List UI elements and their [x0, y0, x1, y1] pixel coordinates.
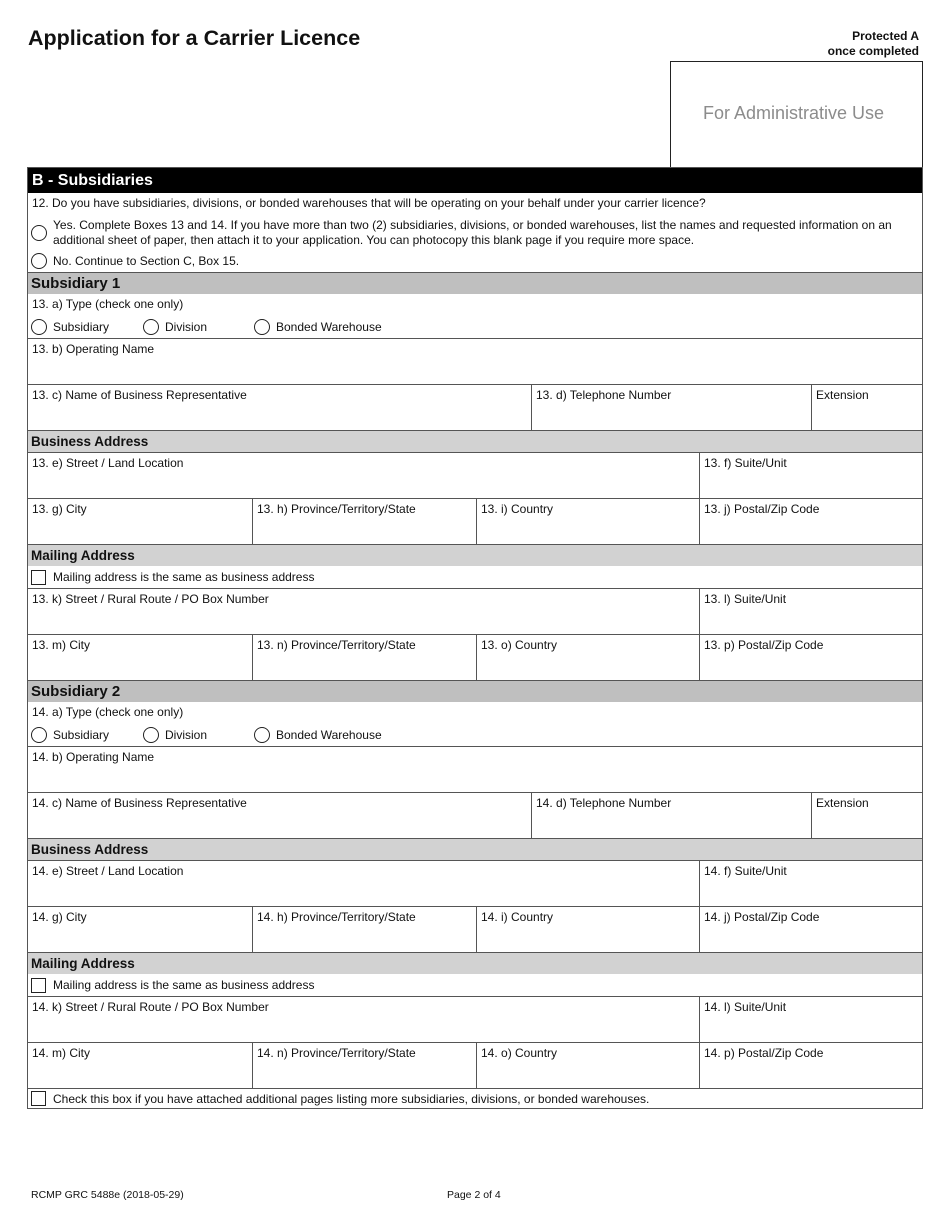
- sub1-opt-division[interactable]: [143, 319, 254, 335]
- sub1-country-label: 13. i) Country: [481, 502, 554, 516]
- sub2-extension-label: Extension: [816, 796, 869, 810]
- sub2-division-label: Division: [165, 728, 208, 742]
- sub1-same-address-option[interactable]: [28, 566, 922, 588]
- sub2-postal-label: 14. j) Postal/Zip Code: [704, 910, 820, 924]
- sub1-mailing-street-field[interactable]: [28, 589, 699, 634]
- sub1-mailing-postal-label: 13. p) Postal/Zip Code: [704, 638, 824, 652]
- sub2-opt-division[interactable]: [143, 727, 254, 743]
- sub2-operating-name-field[interactable]: [28, 747, 922, 792]
- sub1-mailing-suite-label: 13. l) Suite/Unit: [704, 592, 787, 606]
- sub2-mailing-street-label: 14. k) Street / Rural Route / PO Box Number: [32, 1000, 269, 1014]
- sub1-type-options: [28, 316, 922, 338]
- sub2-postal-field[interactable]: [699, 907, 922, 952]
- attach-pages-option[interactable]: [28, 1088, 922, 1108]
- sub1-mailing-province-label: 13. n) Province/Territory/State: [257, 638, 416, 652]
- sub1-extension-field[interactable]: [811, 385, 922, 430]
- sub2-telephone-label: 14. d) Telephone Number: [536, 796, 672, 810]
- sub2-same-address-label: Mailing address is the same as business address: [53, 978, 315, 992]
- q12-yes-option[interactable]: [28, 215, 922, 250]
- sub2-mailing-suite-label: 14. l) Suite/Unit: [704, 1000, 787, 1014]
- sub1-mailing-city-label: 13. m) City: [32, 638, 91, 652]
- admin-use-label: For Administrative Use: [703, 103, 885, 123]
- q12-no-label: No. Continue to Section C, Box 15.: [53, 254, 240, 268]
- sub2-rep-name-label: 14. c) Name of Business Representative: [32, 796, 247, 810]
- sub2-suite-label: 14. f) Suite/Unit: [704, 864, 787, 878]
- sub2-mailing-province-label: 14. n) Province/Territory/State: [257, 1046, 416, 1060]
- protected-line-2: once completed: [827, 43, 919, 58]
- sub2-business-address-header: Business Address: [28, 838, 922, 860]
- sub1-postal-field[interactable]: [699, 499, 922, 544]
- sub2-country-label: 14. i) Country: [481, 910, 554, 924]
- page-number: Page 2 of 4: [447, 1189, 501, 1201]
- sub2-same-address-checkbox[interactable]: [31, 978, 46, 993]
- sub2-type-label: 14. a) Type (check one only): [32, 705, 184, 719]
- sub2-suite-field[interactable]: [699, 861, 922, 906]
- sub2-province-field[interactable]: [252, 907, 476, 952]
- sub2-same-address-option[interactable]: [28, 974, 922, 996]
- sub2-province-label: 14. h) Province/Territory/State: [257, 910, 416, 924]
- sub2-city-label: 14. g) City: [32, 910, 87, 924]
- sub1-mailing-province-field[interactable]: [252, 635, 476, 680]
- sub1-postal-label: 13. j) Postal/Zip Code: [704, 502, 820, 516]
- sub1-mailing-country-field[interactable]: [476, 635, 699, 680]
- q12-yes-label: Yes. Complete Boxes 13 and 14. If you have more than two (2) subsidiaries, divisions, or bonded warehouses, list the names and requested information on an additional sheet of paper, then attach it to your application. You can photocopy this blank page if you require more space.: [53, 218, 892, 247]
- sub1-suite-field[interactable]: [699, 453, 922, 498]
- sub1-same-address-label: Mailing address is the same as business address: [53, 570, 315, 584]
- sub2-subsidiary-label: Subsidiary: [53, 728, 110, 742]
- sub1-street-field[interactable]: [28, 453, 699, 498]
- sub2-mailing-province-field[interactable]: [252, 1043, 476, 1088]
- sub2-rep-name-field[interactable]: [28, 793, 531, 838]
- sub1-subsidiary-radio[interactable]: [31, 319, 47, 335]
- attach-pages-checkbox[interactable]: [31, 1091, 46, 1106]
- section-b-form: [27, 167, 923, 1109]
- q12-yes-radio[interactable]: [31, 225, 47, 241]
- sub1-business-address-header: Business Address: [28, 430, 922, 452]
- sub1-telephone-field[interactable]: [531, 385, 811, 430]
- sub1-country-field[interactable]: [476, 499, 699, 544]
- sub2-mailing-postal-label: 14. p) Postal/Zip Code: [704, 1046, 824, 1060]
- sub1-mailing-suite-field[interactable]: [699, 589, 922, 634]
- sub1-province-label: 13. h) Province/Territory/State: [257, 502, 416, 516]
- sub2-country-field[interactable]: [476, 907, 699, 952]
- subsidiary-1-header: Subsidiary 1: [28, 272, 922, 294]
- sub1-suite-label: 13. f) Suite/Unit: [704, 456, 787, 470]
- sub2-mailing-postal-field[interactable]: [699, 1043, 922, 1088]
- sub2-city-field[interactable]: [28, 907, 252, 952]
- sub1-mailing-city-field[interactable]: [28, 635, 252, 680]
- protected-notice: [828, 29, 919, 58]
- sub1-province-field[interactable]: [252, 499, 476, 544]
- sub1-subsidiary-label: Subsidiary: [53, 320, 110, 334]
- sub1-mailing-country-label: 13. o) Country: [481, 638, 558, 652]
- sub1-division-label: Division: [165, 320, 208, 334]
- sub1-division-radio[interactable]: [143, 319, 159, 335]
- question-12: 12. Do you have subsidiaries, divisions, or bonded warehouses that will be operating on your behalf under your carrier licence?: [32, 196, 706, 210]
- sub1-bonded-radio[interactable]: [254, 319, 270, 335]
- sub1-same-address-checkbox[interactable]: [31, 570, 46, 585]
- sub1-operating-name-field[interactable]: [28, 339, 922, 384]
- sub1-mailing-address-header: Mailing Address: [28, 544, 922, 566]
- sub2-division-radio[interactable]: [143, 727, 159, 743]
- sub1-rep-name-label: 13. c) Name of Business Representative: [32, 388, 247, 402]
- admin-use-box: [670, 61, 923, 169]
- sub1-city-field[interactable]: [28, 499, 252, 544]
- subsidiary-2-header: Subsidiary 2: [28, 680, 922, 702]
- sub1-rep-name-field[interactable]: [28, 385, 531, 430]
- sub2-mailing-suite-field[interactable]: [699, 997, 922, 1042]
- sub2-mailing-city-label: 14. m) City: [32, 1046, 91, 1060]
- sub1-opt-bonded[interactable]: [254, 319, 382, 335]
- sub1-city-label: 13. g) City: [32, 502, 87, 516]
- sub2-subsidiary-radio[interactable]: [31, 727, 47, 743]
- sub1-bonded-label: Bonded Warehouse: [276, 320, 382, 334]
- protected-line-1: Protected A: [852, 29, 919, 43]
- sub2-operating-name-label: 14. b) Operating Name: [32, 750, 155, 764]
- sub1-operating-name-label: 13. b) Operating Name: [32, 342, 155, 356]
- form-title: Application for a Carrier Licence: [28, 26, 361, 50]
- sub2-mailing-city-field[interactable]: [28, 1043, 252, 1088]
- q12-no-radio[interactable]: [31, 253, 47, 269]
- sub1-opt-subsidiary[interactable]: [31, 319, 143, 335]
- sub2-street-label: 14. e) Street / Land Location: [32, 864, 184, 878]
- sub1-mailing-street-label: 13. k) Street / Rural Route / PO Box Number: [32, 592, 269, 606]
- attach-pages-label: Check this box if you have attached additional pages listing more subsidiaries, divisions, or bonded warehouses.: [53, 1091, 650, 1106]
- sub2-bonded-label: Bonded Warehouse: [276, 728, 382, 742]
- q12-no-option[interactable]: [28, 250, 922, 272]
- sub2-opt-subsidiary[interactable]: [31, 727, 143, 743]
- form-id: RCMP GRC 5488e (2018-05-29): [31, 1189, 184, 1201]
- sub1-extension-label: Extension: [816, 388, 869, 402]
- sub2-opt-bonded[interactable]: [254, 727, 382, 743]
- sub1-telephone-label: 13. d) Telephone Number: [536, 388, 672, 402]
- sub2-mailing-address-header: Mailing Address: [28, 952, 922, 974]
- section-header: B - Subsidiaries: [28, 168, 922, 193]
- sub1-street-label: 13. e) Street / Land Location: [32, 456, 184, 470]
- sub2-mailing-street-field[interactable]: [28, 997, 699, 1042]
- sub2-telephone-field[interactable]: [531, 793, 811, 838]
- sub2-bonded-radio[interactable]: [254, 727, 270, 743]
- sub1-mailing-postal-field[interactable]: [699, 635, 922, 680]
- sub2-street-field[interactable]: [28, 861, 699, 906]
- sub2-mailing-country-label: 14. o) Country: [481, 1046, 558, 1060]
- sub2-mailing-country-field[interactable]: [476, 1043, 699, 1088]
- sub2-type-options: [28, 724, 922, 746]
- sub1-type-label: 13. a) Type (check one only): [32, 297, 184, 311]
- sub2-extension-field[interactable]: [811, 793, 922, 838]
